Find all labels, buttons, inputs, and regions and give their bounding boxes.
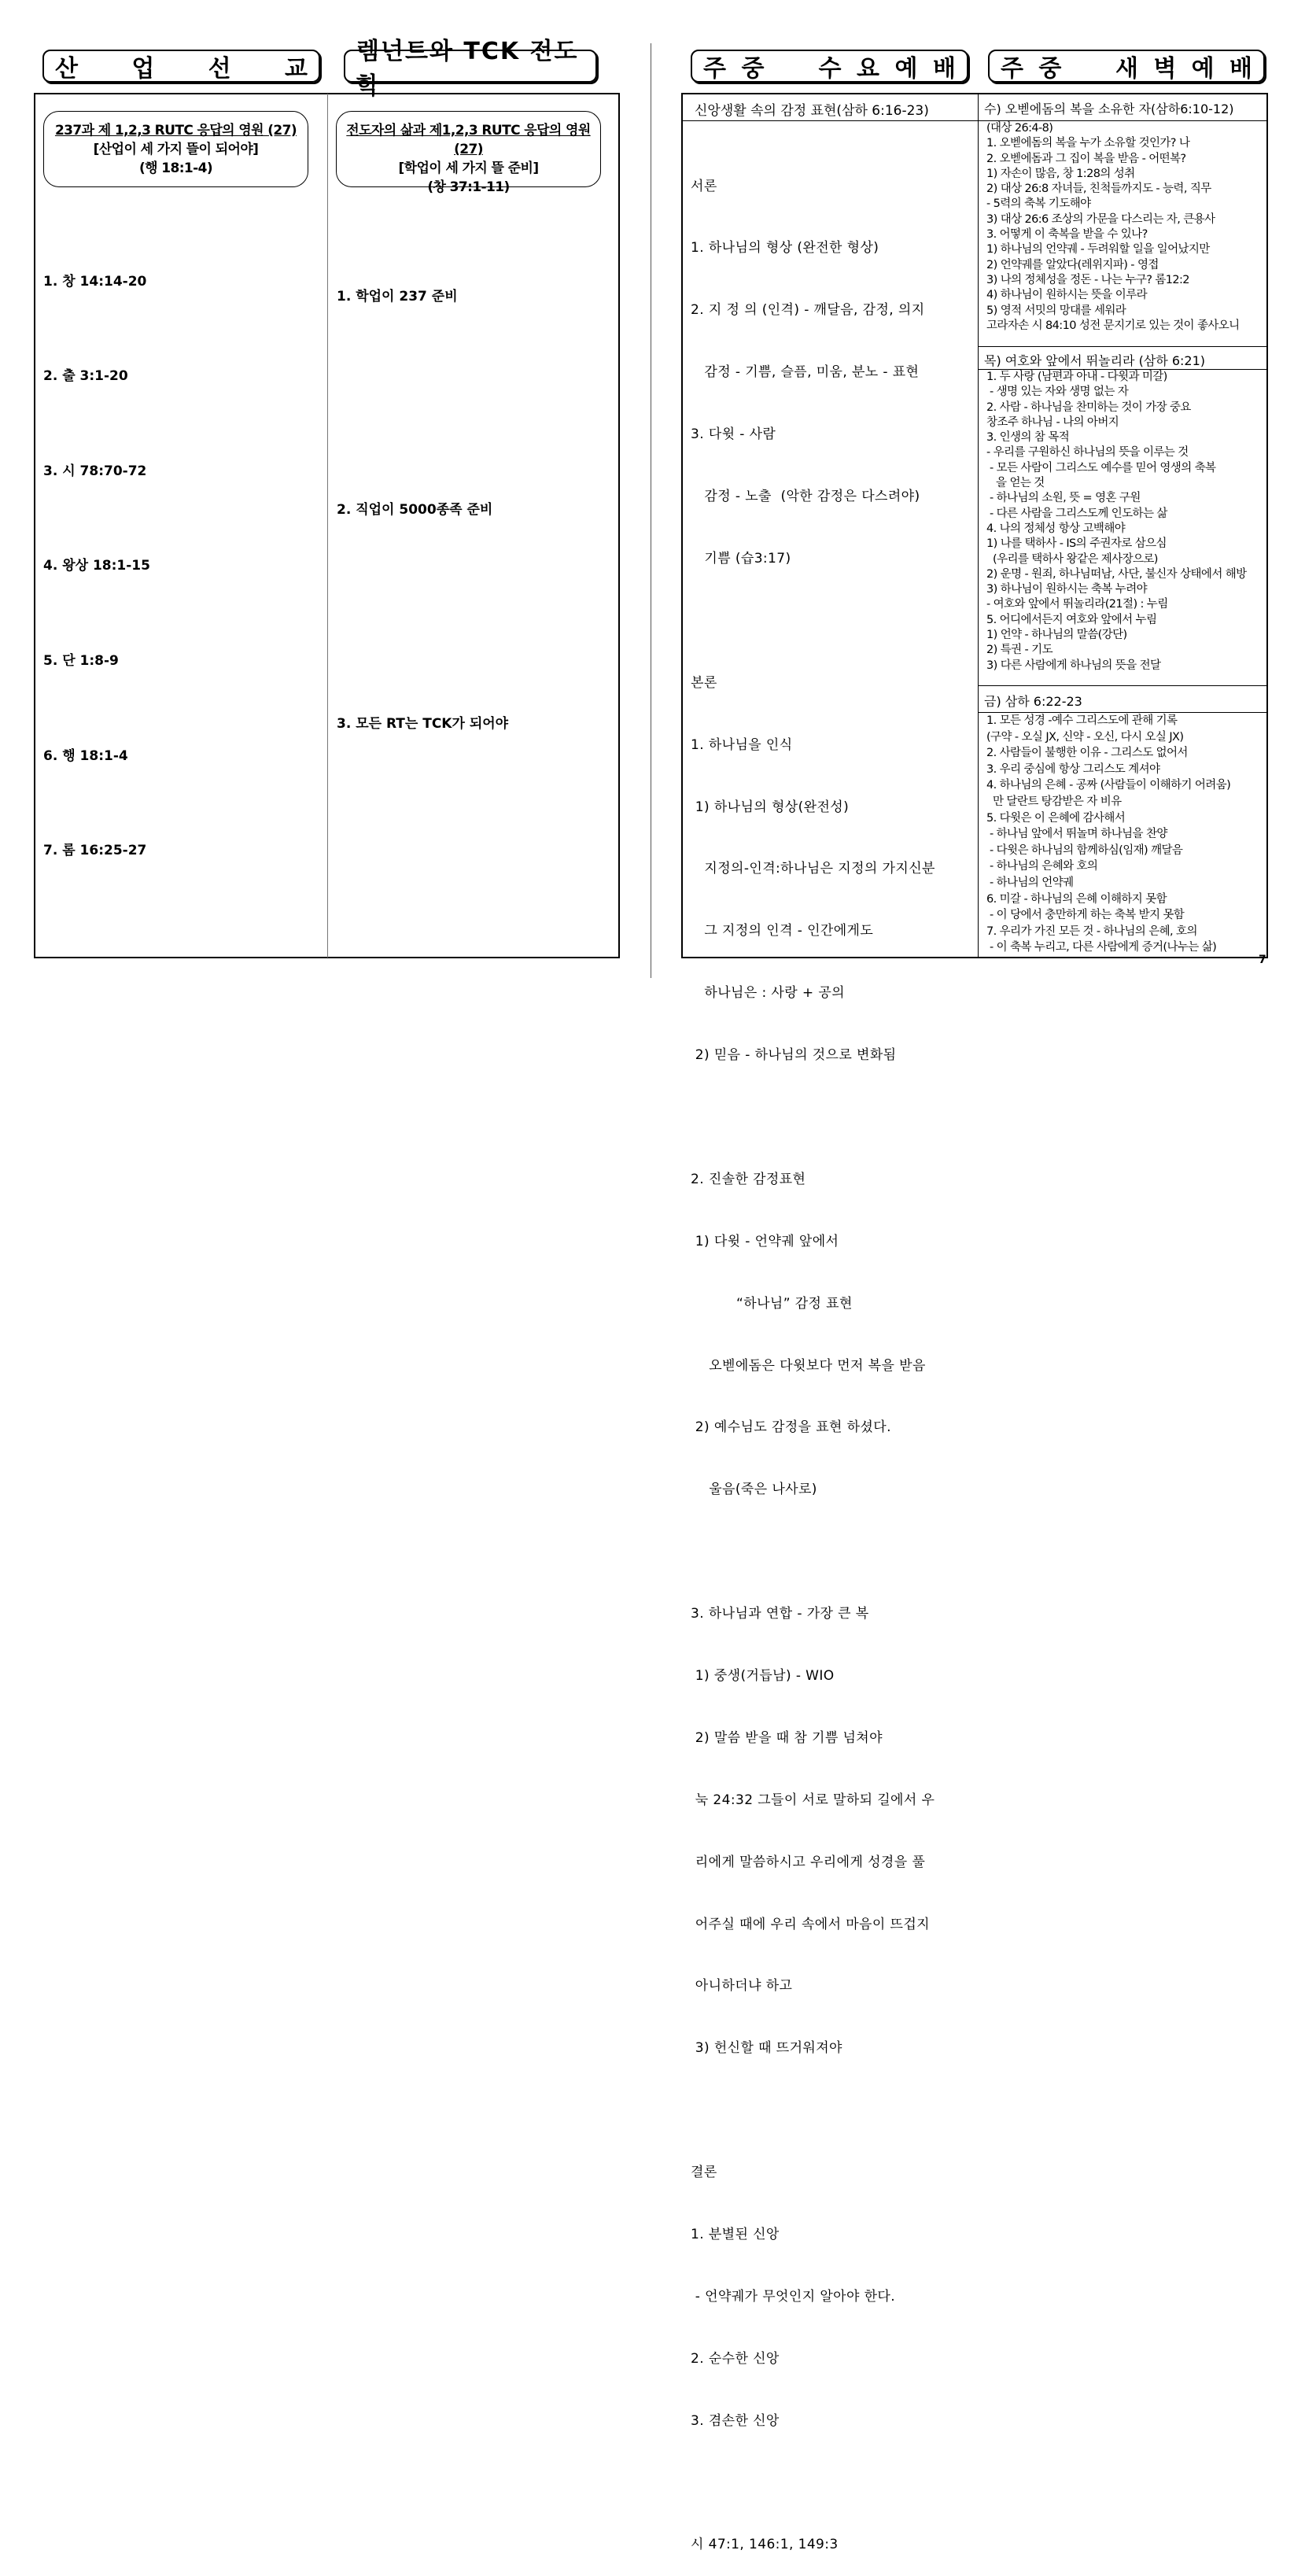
header-text: 렘넌트와 TCK 전도학	[356, 38, 579, 100]
sermon-line: 어주실 때에 우리 속에서 마음이 뜨겁지	[691, 1916, 930, 1932]
page-number: 7	[1259, 954, 1266, 966]
col4-line: 7. 우리가 가진 모든 것 - 하나님의 은혜, 호의	[986, 924, 1197, 938]
col4-line: 3. 어떻게 이 축복을 받을 수 있나?	[986, 228, 1148, 242]
sermon-line: 2) 말씀 받을 때 참 기쁨 넘쳐야	[691, 1729, 883, 1746]
col4-line: - 모든 사람이 그리스도 예수를 믿어 영생의 축복	[986, 461, 1216, 474]
col1-title-box	[43, 111, 308, 187]
col1-item: 7. 롬 16:25-27	[43, 843, 147, 858]
col1-item: 6. 행 18:1-4	[43, 748, 128, 764]
col2-title: 전도자의 삶과 제1,2,3 RUTC 응답의 영원 (27)	[346, 123, 591, 157]
sermon-line: 2. 지 정 의 (인격) - 깨달음, 감정, 의지	[691, 302, 925, 319]
sermon-line: 울음(죽은 나사로)	[691, 1482, 817, 1498]
col2-item: 2. 직업이 5000종족 준비	[337, 502, 493, 518]
header-char: 주	[703, 55, 726, 83]
col4-line: - 5력의 축복 기도해야	[986, 197, 1091, 211]
right-column-divider	[978, 94, 979, 958]
col2-item: 3. 모든 RT는 TCK가 되어야	[337, 716, 509, 732]
header-char: 벽	[1153, 55, 1177, 83]
col4-line: 5) 영적 서밋의 망대를 세워라	[986, 304, 1126, 317]
col4-line: 1. 오벧에돔의 복을 누가 소유할 것인가? 나	[986, 137, 1190, 150]
sermon-line: “하나님” 감정 표현	[691, 1295, 853, 1312]
header-char: 중	[1038, 55, 1062, 83]
header-char: 산	[55, 55, 78, 83]
col4-line: 3. 우리 중심에 항상 그리스도 계셔야	[986, 762, 1160, 776]
col4-line: 2) 대상 26:8 자녀들, 친척들까지도 - 능력, 직무	[986, 183, 1211, 196]
sermon-line: 기쁨 (습3:17)	[691, 550, 791, 566]
col4-sec2-title: 목) 여호와 앞에서 뛰놀리라 (삼하 6:21)	[984, 353, 1206, 368]
col4-line: (구약 - 오실 JX, 신약 - 오신, 다시 오실 JX)	[986, 730, 1184, 744]
col4-line: - 이 당에서 충만하게 하는 축복 받지 못함	[986, 909, 1185, 922]
header-dawn-service	[988, 50, 1265, 83]
header-char: 주	[1001, 55, 1023, 83]
header-char: 중	[741, 55, 765, 83]
sermon-line	[691, 1541, 968, 1562]
col4-line: 1) 언약 - 하나님의 말씀(강단)	[986, 629, 1127, 642]
col1-title: 237과 제 1,2,3 RUTC 응답의 영원 (27)	[54, 123, 297, 138]
col4-line: 1) 자손이 많음, 창 1:28의 성취	[986, 167, 1135, 180]
sermon-line: 3. 겸손한 신앙	[691, 2412, 780, 2429]
col4-sec3-title: 금) 삼하 6:22-23	[984, 694, 1082, 709]
col4-line: 2. 사람들이 불행한 이유 - 그리스도 없어서	[986, 747, 1188, 760]
col4-line: 6. 미갈 - 하나님의 은혜 이해하지 못함	[986, 892, 1167, 906]
col4-line: - 하나님의 소원, 뜻 = 영혼 구원	[986, 492, 1141, 505]
sermon-line: 1. 하나님을 인식	[691, 736, 793, 753]
col1-item: 4. 왕상 18:1-15	[43, 558, 150, 574]
col4-sec2-top-rule	[979, 346, 1267, 347]
header-remnant-tck	[344, 38, 597, 100]
col3-sermon	[691, 135, 968, 2576]
col4-line: 1. 모든 성경 -예수 그리스도에 관해 기록	[986, 714, 1178, 727]
col4-line: 2. 사람 - 하나님을 찬미하는 것이 가장 중요	[986, 400, 1191, 414]
col4-line: 3) 하나님이 원하시는 축복 누려야	[986, 583, 1148, 596]
header-char: 수	[818, 55, 842, 83]
sermon-line: 1) 하나님의 형상(완전성)	[691, 799, 850, 815]
header-char: 새	[1115, 55, 1138, 83]
col4-line: 고라자손 시 84:10 성전 문지기로 있는 것이 좋사오니	[986, 319, 1240, 332]
col4-line: - 하나님의 언약궤	[986, 876, 1074, 889]
col4-line: 3) 나의 정체성을 정돈 - 나는 누구? 롬12:2	[986, 273, 1189, 286]
sermon-line	[691, 1107, 968, 1127]
sermon-line: 리에게 말씀하시고 우리에게 성경을 풀	[691, 1854, 926, 1870]
sermon-line: 지정의-인격:하나님은 지정의 가지신분	[691, 861, 935, 877]
header-char: 배	[1229, 55, 1252, 83]
col4-sec1	[986, 121, 1263, 334]
sermon-line: 아니하더냐 하고	[691, 1978, 793, 1995]
sermon-line: 3) 헌신할 때 뜨거워져야	[691, 2040, 842, 2057]
col4-sec3	[986, 713, 1263, 956]
col1-item: 1. 창 14:14-20	[43, 274, 147, 290]
col2-title-box	[336, 111, 601, 195]
sermon-line: 하나님은 : 사랑 + 공의	[691, 985, 845, 1002]
sermon-line: 3. 다윗 - 사람	[691, 426, 776, 443]
col2-item: 1. 학업이 237 준비	[337, 289, 458, 304]
col4-line: 3) 다른 사람에게 하나님의 뜻을 전달	[986, 659, 1161, 672]
col4-line: 2) 특권 - 기도	[986, 644, 1053, 657]
col4-line: - 우리를 구원하신 하나님의 뜻을 이루는 것	[986, 446, 1189, 459]
sermon-line: 감정 - 기쁨, 슬픔, 미움, 분노 - 표현	[691, 364, 920, 381]
col3-title-rule	[682, 120, 979, 121]
col4-line: - 이 축복 누리고, 다른 사람에게 증거(나누는 삶)	[986, 941, 1217, 954]
sermon-line	[691, 611, 968, 631]
header-char: 요	[857, 55, 879, 83]
header-char: 예	[894, 55, 918, 83]
sermon-line: 1) 중생(거듭남) - WIO	[691, 1667, 835, 1684]
col4-line: - 여호와 앞에서 뛰놀리라(21절) : 누림	[986, 598, 1168, 611]
col4-sec2	[986, 370, 1263, 674]
sermon-line: 결론	[691, 2165, 717, 2181]
sermon-line: 2. 진솔한 감정표현	[691, 1171, 806, 1187]
col4-line: - 하나님의 은혜와 호의	[986, 860, 1098, 873]
col4-line: (대상 26:4-8)	[986, 122, 1053, 135]
col1-item: 3. 시 78:70-72	[43, 463, 147, 479]
col1-item: 5. 단 1:8-9	[43, 653, 119, 669]
sermon-line: 눅 24:32 그들이 서로 말하되 길에서 우	[691, 1792, 935, 1808]
col1-item: 2. 출 3:1-20	[43, 368, 128, 384]
col4-line: 1) 나를 택하사 - IS의 주권자로 삼으심	[986, 537, 1167, 551]
sermon-line: 2) 예수님도 감정을 표현 하셨다.	[691, 1419, 891, 1436]
col4-line: - 하나님 앞에서 뛰놀며 하나님을 찬양	[986, 828, 1167, 841]
col1-reference: (행 18:1-4)	[138, 161, 213, 176]
sermon-line: 본론	[691, 674, 717, 691]
col4-line: - 다윗은 하나님의 함께하심(임재) 깨달음	[986, 843, 1183, 857]
header-char: 예	[1191, 55, 1215, 83]
left-column-divider	[327, 94, 328, 958]
col4-line: (우리를 택하사 왕같은 제사장으로)	[986, 552, 1158, 566]
col1-subtitle: [산업이 세 가지 뜰이 되어야]	[93, 142, 259, 157]
col4-line: 3. 인생의 참 목적	[986, 431, 1070, 445]
col4-line: 2) 운명 - 원죄, 하나님떠남, 사단, 불신자 상태에서 해방	[986, 567, 1247, 581]
col4-line: 만 달란트 탕감받은 자 비유	[986, 795, 1122, 808]
sermon-line: 감정 - 노출 (악한 감정은 다스려야)	[691, 489, 920, 505]
col4-line: 4) 하나님이 원하시는 뜻을 이루라	[986, 289, 1148, 302]
header-char: 교	[284, 55, 308, 83]
col4-line: 1. 두 사랑 (남편과 아내 - 다윗과 미갈)	[986, 371, 1167, 383]
col4-line: 2. 오벧에돔과 그 집이 복을 받음 - 어떤복?	[986, 152, 1186, 165]
sermon-line: 서론	[691, 178, 717, 194]
col4-line: 5. 어디에서든지 여호와 앞에서 누림	[986, 613, 1157, 626]
sermon-line: - 언약궤가 무엇인지 알아야 한다.	[691, 2288, 896, 2305]
col4-line: 4. 하나님의 은혜 - 공짜 (사람들이 이해하기 어려움)	[986, 779, 1231, 792]
sermon-line: 2) 믿음 - 하나님의 것으로 변화됨	[691, 1047, 897, 1064]
header-char: 선	[208, 55, 231, 83]
col4-sec1-title: 수) 오벧에돔의 복을 소유한 자(삼하6:10-12)	[984, 101, 1234, 116]
col2-subtitle: [학업이 세 가지 뜰 준비]	[398, 161, 539, 176]
col4-line: 창조주 하나님 - 나의 아버지	[986, 415, 1119, 429]
header-char: 업	[131, 55, 155, 83]
col4-line: 3) 대상 26:6 조상의 가문을 다스리는 자, 큰용사	[986, 212, 1215, 226]
sermon-line: 그 지정의 인격 - 인간에게도	[691, 923, 874, 939]
sermon-line: 1. 하나님의 형상 (완전한 형상)	[691, 240, 879, 256]
sermon-line: 3. 하나님과 연합 - 가장 큰 복	[691, 1606, 869, 1622]
header-industrial-mission	[42, 50, 320, 83]
sermon-line: 1. 분별된 신앙	[691, 2226, 780, 2242]
sermon-line: 2. 순수한 신앙	[691, 2350, 780, 2367]
col4-line: - 생명 있는 자와 생명 없는 자	[986, 386, 1129, 399]
col4-sec3-top-rule	[979, 685, 1267, 686]
col2-reference: (창 37:1-11)	[427, 179, 510, 195]
col4-line: 4. 나의 정체성 항상 고백해야	[986, 522, 1126, 535]
sermon-line: 1) 다윗 - 언약궤 앞에서	[691, 1233, 839, 1249]
col4-line: 1) 하나님의 언약궤 - 두려워할 일을 일어났지만	[986, 243, 1210, 256]
col4-line: 5. 다윗은 이 은혜에 감사해서	[986, 811, 1126, 825]
sermon-line	[691, 2100, 968, 2120]
col4-line: 2) 언약궤를 알았다(레위지파) - 영접	[986, 258, 1159, 271]
col4-line: 을 얻는 것	[986, 477, 1045, 490]
col3-title: 신앙생활 속의 감정 표현(삼하 6:16-23)	[695, 103, 929, 119]
header-char: 배	[933, 55, 956, 83]
sermon-line: 시 47:1, 146:1, 149:3	[691, 2537, 839, 2553]
header-wednesday-service	[691, 50, 968, 83]
sermon-line	[691, 2473, 968, 2493]
col4-line: - 다른 사람을 그리스도께 인도하는 삶	[986, 507, 1167, 520]
sermon-line: 오벧에돔은 다윗보다 먼저 복을 받음	[691, 1357, 926, 1374]
